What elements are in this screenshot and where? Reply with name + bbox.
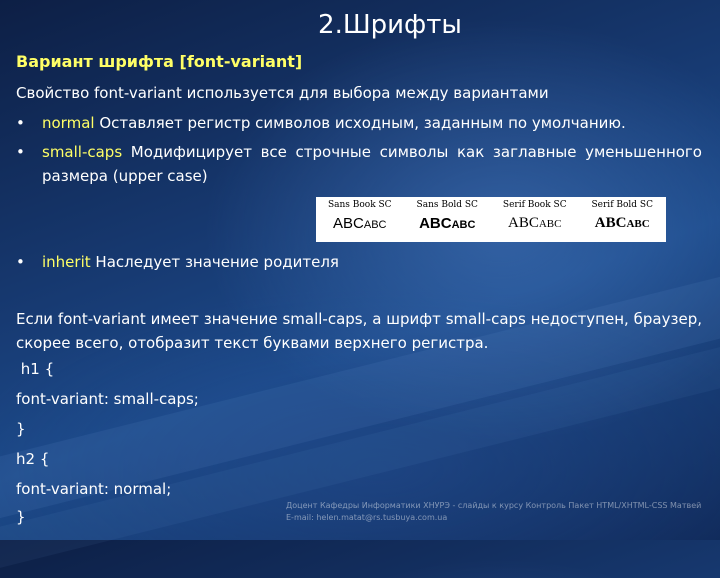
sample-upper: ABC [508,215,539,231]
bullet-marker: • [16,143,25,161]
sample-text [595,215,650,232]
bullet-text: Оставляет регистр символов исходным, заданным по умолчанию. [99,114,626,132]
sample-smallcaps: ABC [538,218,562,230]
note-keyword: small-caps [282,310,363,328]
bullet-item [16,111,702,135]
sample-caption: Serif Book SC [502,200,567,210]
code-line: } [16,508,26,526]
slide-subtitle: Вариант шрифта [font-variant] [16,52,303,71]
bullet-item [16,140,702,188]
footer-email: E-mail: helen.matat@rs.tusbuya.com.ua [286,513,448,522]
note-prefix: Если font-variant имеет значение [16,310,283,328]
note-suffix: , а шрифт small-caps недоступен, браузер, скорее всего, отобразит текст буквами верхнего регистра. [16,310,702,352]
bullet-text: Наследует значение родителя [95,253,339,271]
code-line: font-variant: normal; [16,480,172,498]
sample-smallcaps: ABC [363,219,387,231]
sample-column [491,197,579,242]
sample-column [316,197,404,242]
sample-smallcaps: ABC [626,218,650,230]
code-line: font-variant: small-caps; [16,390,199,408]
footer-line: Доцент Кафедры Информатики ХНУРЭ - слайды к курсу Контроль Пакет HTML/XHTML-CSS Матвей [286,501,702,510]
bullet-keyword: small-caps [42,143,123,161]
sample-upper: ABC [333,215,364,232]
code-line: h2 { [16,450,50,468]
code-line: } [16,420,26,438]
font-variant-sample-image [316,197,666,242]
bullet-keyword: inherit [42,253,91,271]
sample-text [508,215,561,232]
bullet-marker: • [16,253,25,271]
sample-smallcaps: ABC [451,219,476,231]
sample-caption: Sans Bold SC [416,200,478,210]
intro-text: Свойство font-variant используется для выбора между вариантами [16,84,549,102]
sample-upper: ABC [419,215,452,232]
note-paragraph [16,307,702,355]
code-line: h1 { [16,360,55,378]
sample-column [579,197,667,242]
sample-text [419,215,475,232]
sample-column [404,197,492,242]
bullet-marker: • [16,114,25,132]
sample-caption: Sans Book SC [327,200,392,210]
bullet-text: Модифицирует все строчные символы как заглавные уменьшенного размера (upper case) [42,143,702,185]
bullet-keyword: normal [42,114,95,132]
sample-caption: Serif Bold SC [591,200,653,210]
sample-upper: ABC [594,215,627,231]
sample-text [333,215,386,232]
bullet-item [16,250,702,274]
footer-credits [286,500,706,524]
slide-title: 2.Шрифты [318,10,462,40]
